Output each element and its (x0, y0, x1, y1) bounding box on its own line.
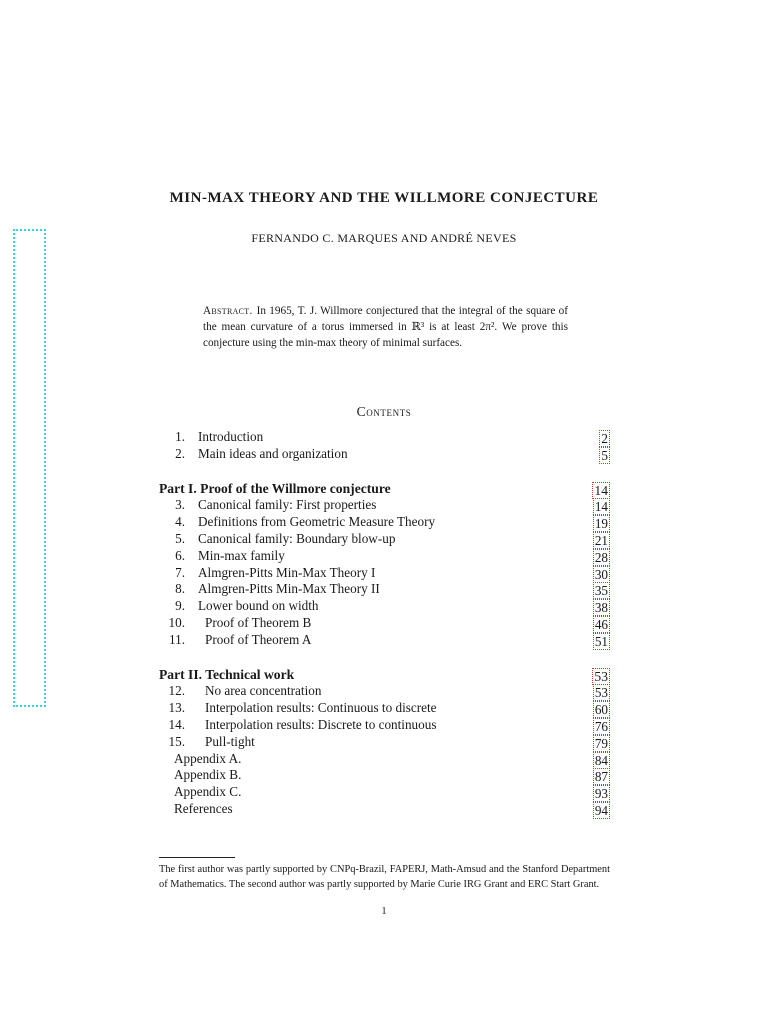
toc-page-link[interactable]: 79 (594, 735, 608, 751)
toc-entry[interactable] (159, 683, 610, 700)
toc-entry-label[interactable]: Appendix B. (174, 767, 242, 783)
toc-entry-number: 3. (175, 497, 185, 513)
toc-page-link[interactable]: 46 (594, 616, 608, 632)
footnote: The first author was partly supported by CNPq-Brazil, FAPERJ, Math-Amsud and the Stanford Department of Mathematics. The second author was partly supported by Marie Curie IRG Grant and ERC Start Grant. (159, 864, 610, 890)
toc-page-link[interactable]: 87 (594, 769, 608, 785)
toc-entry[interactable] (159, 717, 610, 734)
toc-entry-number: 8. (175, 581, 185, 597)
toc-entry-label[interactable]: Min-max family (198, 547, 285, 563)
toc-page-link[interactable]: 14 (594, 499, 608, 515)
toc-entry[interactable] (159, 700, 610, 717)
toc-entry-number: 11. (169, 631, 185, 647)
toc-entry-label[interactable]: Part II. Technical work (159, 666, 295, 682)
toc-part-heading[interactable] (159, 667, 610, 684)
abstract-r3: ℝ³ (411, 321, 425, 333)
toc-page-link[interactable]: 5 (601, 447, 608, 463)
table-of-contents (159, 429, 610, 818)
toc-entry-label[interactable]: Pull-tight (205, 733, 255, 749)
toc-entry-label[interactable]: Appendix A. (174, 750, 242, 766)
toc-entry[interactable] (159, 767, 610, 784)
toc-entry-label[interactable]: References (174, 800, 233, 816)
toc-entry[interactable] (159, 734, 610, 751)
toc-entry[interactable] (159, 497, 610, 514)
arxiv-stamp-box (13, 229, 46, 707)
paper-authors: FERNANDO C. MARQUES AND ANDRÉ NEVES (251, 231, 517, 245)
toc-entry-label[interactable]: Proof of Theorem A (205, 631, 312, 647)
toc-entry-label[interactable]: Canonical family: Boundary blow-up (198, 530, 396, 546)
toc-page-link[interactable]: 76 (594, 718, 608, 734)
contents-heading: Contents (356, 404, 412, 419)
toc-entry-number: 7. (175, 564, 185, 580)
toc-page-link[interactable]: 2 (601, 431, 608, 446)
toc-part-heading[interactable] (159, 481, 610, 498)
toc-entry-number: 9. (175, 598, 185, 614)
toc-entry-label[interactable]: Introduction (198, 429, 264, 444)
toc-entry-label[interactable]: Part I. Proof of the Willmore conjecture (159, 480, 391, 496)
toc-entry-label[interactable]: Main ideas and organization (198, 445, 348, 461)
toc-entry-number: 13. (168, 700, 185, 716)
toc-page-link[interactable]: 30 (594, 566, 608, 582)
footnote-rule (159, 857, 235, 858)
toc-entry[interactable] (159, 531, 610, 548)
toc-entry-label[interactable]: Lower bound on width (198, 598, 319, 614)
toc-page-link[interactable]: 14 (594, 482, 608, 498)
toc-entry-number: 5. (175, 530, 185, 546)
toc-entry[interactable] (159, 632, 610, 649)
toc-entry-label[interactable]: No area concentration (205, 683, 322, 699)
toc-page-link[interactable]: 53 (594, 668, 608, 684)
toc-entry[interactable] (159, 751, 610, 768)
toc-entry[interactable] (159, 801, 610, 818)
toc-entry-label[interactable]: Canonical family: First properties (198, 497, 377, 513)
toc-entry-label[interactable]: Proof of Theorem B (205, 614, 312, 630)
toc-entry[interactable] (159, 615, 610, 632)
abstract-bound: 2π² (479, 321, 495, 333)
toc-entry[interactable] (159, 429, 610, 446)
toc-page-link[interactable]: 94 (594, 802, 608, 818)
toc-page-link[interactable]: 38 (594, 600, 608, 616)
toc-entry-number: 10. (168, 614, 185, 630)
toc-entry-label[interactable]: Appendix C. (174, 784, 242, 800)
toc-page-link[interactable]: 93 (594, 786, 608, 802)
toc-entry-number: 15. (168, 733, 185, 749)
abstract-text-2: is at least (424, 321, 480, 333)
abstract (203, 303, 568, 351)
abstract-text-3: . We prove this conjecture using the min-max theory of minimal surfaces. (203, 321, 568, 349)
toc-entry-label[interactable]: Almgren-Pitts Min-Max Theory I (198, 564, 376, 580)
toc-entry-number: 4. (175, 514, 185, 530)
toc-page-link[interactable]: 28 (594, 549, 608, 565)
paper-title: MIN-MAX THEORY AND THE WILLMORE CONJECTURE (169, 190, 599, 206)
abstract-label: Abstract. (203, 305, 253, 317)
toc-entry-number: 2. (175, 445, 185, 461)
toc-entry[interactable] (159, 548, 610, 565)
toc-entry[interactable] (159, 581, 610, 598)
toc-entry[interactable] (159, 514, 610, 531)
page-number: 1 (381, 906, 387, 917)
toc-entry-label[interactable]: Almgren-Pitts Min-Max Theory II (198, 581, 380, 597)
toc-entry[interactable] (159, 565, 610, 582)
toc-entry-number: 12. (168, 683, 185, 699)
toc-entry-label[interactable]: Interpolation results: Continuous to discrete (205, 700, 437, 716)
toc-entry-label[interactable]: Interpolation results: Discrete to continuous (205, 716, 437, 732)
toc-page-link[interactable]: 51 (594, 633, 608, 649)
toc-page-link[interactable]: 35 (594, 583, 608, 599)
toc-page-link[interactable]: 84 (594, 752, 608, 768)
toc-page-link[interactable]: 60 (594, 702, 608, 718)
toc-entry[interactable] (159, 598, 610, 615)
toc-page-link[interactable]: 19 (594, 516, 608, 532)
toc-entry-number: 1. (175, 429, 185, 444)
toc-entry-number: 6. (175, 547, 185, 563)
toc-page-link[interactable]: 21 (594, 532, 608, 548)
toc-entry[interactable] (159, 446, 610, 463)
toc-entry[interactable] (159, 784, 610, 801)
abstract-text-1: In 1965, T. J. Willmore conjectured that the integral of the square of the mean curvature of a torus immersed in (203, 305, 568, 333)
toc-entry-label[interactable]: Definitions from Geometric Measure Theory (198, 514, 436, 530)
toc-entry-number: 14. (168, 716, 185, 732)
toc-page-link[interactable]: 53 (594, 685, 608, 701)
